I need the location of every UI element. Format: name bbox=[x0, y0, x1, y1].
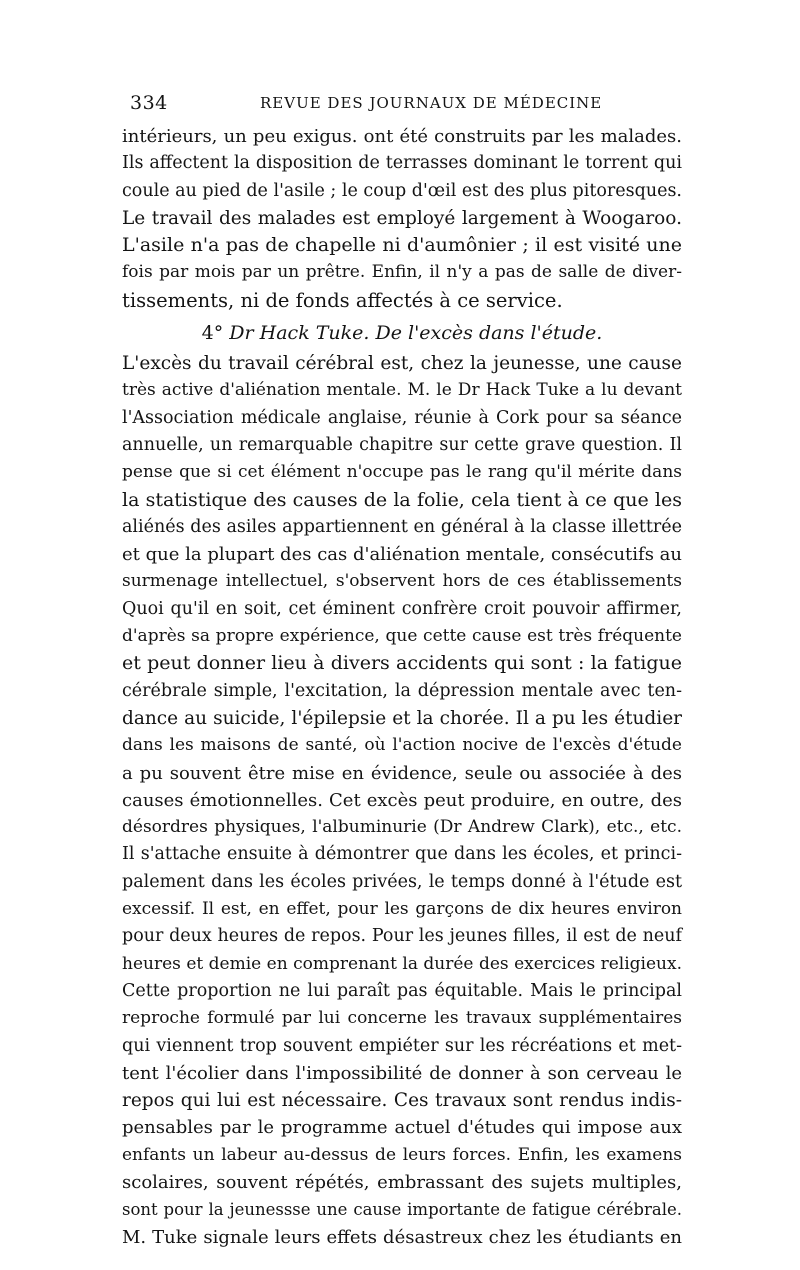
text-line: la statistique des causes de la folie, cela tient à ce que les bbox=[122, 488, 682, 511]
text-line: Cette proportion ne lui paraît pas équitable. Mais le principal bbox=[122, 980, 682, 1001]
text-line: très active d'aliénation mentale. M. le Dr Hack Tuke a lu devant bbox=[122, 380, 682, 401]
text-line: heures et demie en comprenant la durée des exercices religieux. bbox=[122, 953, 682, 974]
text-line: tissements, ni de fonds affectés à ce service. bbox=[122, 288, 563, 312]
text-line: excessif. Il est, en effet, pour les garçons de dix heures environ bbox=[122, 899, 682, 920]
text-line: aliénés des asiles appartiennent en général à la classe illettrée bbox=[122, 516, 682, 537]
section-heading bbox=[122, 318, 682, 348]
page-number: 334 bbox=[130, 92, 168, 114]
text-line: et peut donner lieu à divers accidents qui sont : la fatigue bbox=[122, 652, 682, 675]
text-line: désordres physiques, l'albuminurie (Dr Andrew Clark), etc., etc. bbox=[122, 817, 682, 838]
text-line: scolaires, souvent répétés, embrassant des sujets multiples, bbox=[122, 1171, 682, 1193]
text-line: L'asile n'a pas de chapelle ni d'aumônier ; il est visité une bbox=[122, 234, 682, 257]
text-line: L'excès du travail cérébral est, chez la jeunesse, une cause bbox=[122, 353, 682, 375]
section-number: 4° bbox=[201, 322, 224, 345]
text-line: coule au pied de l'asile ; le coup d'œil est des plus pitoresques. bbox=[122, 180, 682, 201]
text-line: Quoi qu'il en soit, cet éminent confrère croit pouvoir affirmer, bbox=[122, 598, 682, 619]
text-line: enfants un labeur au-dessus de leurs forces. Enfin, les examens bbox=[122, 1144, 682, 1165]
text-line: annuelle, un remarquable chapitre sur cette grave question. Il bbox=[122, 434, 682, 455]
body-text bbox=[122, 123, 682, 1251]
text-line: palement dans les écoles privées, le temps donné à l'étude est bbox=[122, 871, 682, 892]
paragraph-woogaroo-asylum bbox=[122, 123, 682, 314]
running-header bbox=[130, 92, 670, 114]
text-line: pensables par le programme actuel d'études qui impose aux bbox=[122, 1117, 682, 1139]
text-line: l'Association médicale anglaise, réunie à Cork pour sa séance bbox=[122, 407, 682, 428]
text-line: et que la plupart des cas d'aliénation mentale, consécutifs au bbox=[122, 544, 682, 566]
text-line: d'après sa propre expérience, que cette cause est très fréquente bbox=[122, 626, 682, 647]
running-title: REVUE DES JOURNAUX DE MÉDECINE bbox=[260, 94, 603, 112]
text-line: a pu souvent être mise en évidence, seule ou associée à des bbox=[122, 762, 682, 784]
text-line: tent l'écolier dans l'impossibilité de donner à son cerveau le bbox=[122, 1062, 682, 1084]
text-line: sont pour la jeunessse une cause importante de fatigue cérébrale. bbox=[122, 1200, 682, 1220]
paragraph-excess-study bbox=[122, 350, 682, 1251]
text-line: qui viennent trop souvent empiéter sur les récréations et met- bbox=[122, 1035, 682, 1056]
text-line: pense que si cet élément n'occupe pas le rang qu'il mérite dans bbox=[122, 462, 682, 483]
text-line: Il s'attache ensuite à démontrer que dans les écoles, et princi- bbox=[122, 844, 682, 865]
text-line: pour deux heures de repos. Pour les jeunes filles, il est de neuf bbox=[122, 926, 682, 947]
text-line: cérébrale simple, l'excitation, la dépression mentale avec ten- bbox=[122, 680, 682, 701]
text-line: Le travail des malades est employé largement à Woogaroo. bbox=[122, 207, 682, 229]
section-title: Dr Hack Tuke. De l'excès dans l'étude. bbox=[229, 322, 603, 345]
text-line: fois par mois par un prêtre. Enfin, il n'y a pas de salle de diver- bbox=[122, 262, 682, 283]
text-line: reproche formulé par lui concerne les travaux supplémentaires bbox=[122, 1008, 682, 1029]
text-line: dans les maisons de santé, où l'action nocive de l'excès d'étude bbox=[122, 735, 682, 756]
text-line: repos qui lui est nécessaire. Ces travaux sont rendus indis- bbox=[122, 1090, 682, 1112]
text-line: Ils affectent la disposition de terrasses dominant le torrent qui bbox=[122, 153, 682, 174]
text-line: dance au suicide, l'épilepsie et la chorée. Il a pu les étudier bbox=[122, 707, 682, 729]
text-line: causes émotionnelles. Cet excès peut produire, en outre, des bbox=[122, 789, 682, 811]
text-line: surmenage intellectuel, s'observent hors de ces établissements bbox=[122, 571, 682, 592]
text-line: intérieurs, un peu exigus. ont été construits par les malades. bbox=[122, 126, 682, 147]
text-line: M. Tuke signale leurs effets désastreux chez les étudiants en bbox=[122, 1226, 682, 1248]
